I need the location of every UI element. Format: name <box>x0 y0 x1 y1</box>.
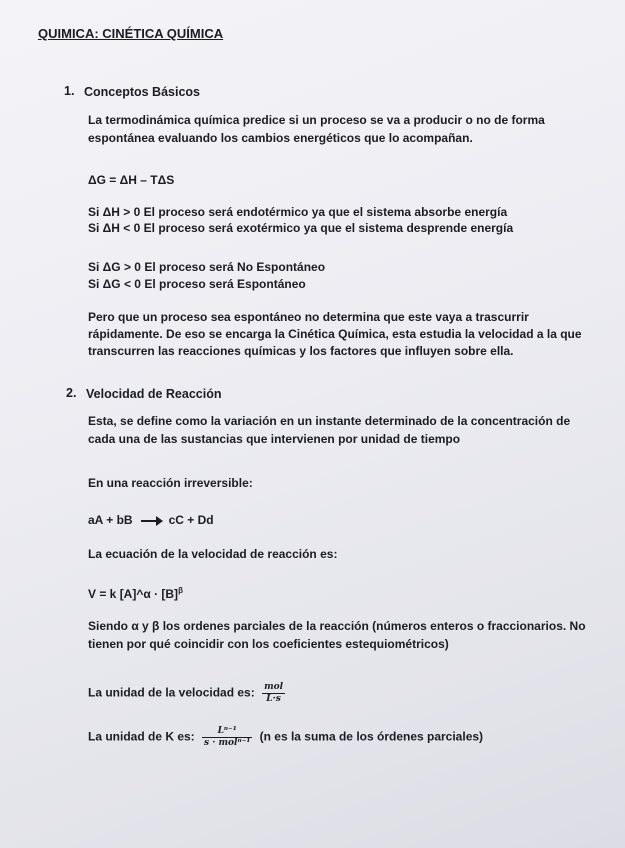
section-1-paragraph-line: espontánea evaluando los cambios energéticos que lo acompañan. <box>88 131 473 145</box>
velocity-unit-label: La unidad de la velocidad es: <box>88 685 255 700</box>
section-2-paragraph-line: cada una de las sustancias que intervienen por unidad de tiempo <box>88 432 461 446</box>
velocity-unit <box>88 682 289 705</box>
k-unit-denominator: s · molⁿ⁻¹ <box>204 738 251 748</box>
reaction-reactants: aA + bB <box>88 513 133 527</box>
k-unit-label: La unidad de K es: <box>88 729 195 744</box>
arrow-right-icon <box>141 516 163 526</box>
k-unit <box>88 726 483 749</box>
section-1-paragraph-line: transcurren las reacciones químicas y los factores que influyen sobre ella. <box>88 344 514 358</box>
partial-orders-line: tienen por qué coincidir con los coeficientes estequiométricos) <box>88 637 449 651</box>
rate-equation-intro: La ecuación de la velocidad de reacción es: <box>88 547 338 561</box>
section-2-paragraph-line: Esta, se define como la variación en un instante determinado de la concentración de <box>88 414 571 428</box>
section-1-number: 1. <box>64 84 75 98</box>
rate-equation-body: V = k [A]^α · [B] <box>88 587 179 601</box>
enthalpy-negative-line: Si ΔH < 0 El proceso será exotérmico ya que el sistema desprende energía <box>88 221 514 235</box>
rate-equation <box>88 586 183 602</box>
k-unit-note: (n es la suma de los órdenes parciales) <box>259 729 484 744</box>
rate-equation-exponent: β <box>178 586 183 595</box>
section-2-heading: Velocidad de Reacción <box>86 387 222 401</box>
k-unit-fraction <box>202 726 252 749</box>
gibbs-negative-line: Si ΔG < 0 El proceso será Espontáneo <box>88 277 306 291</box>
k-unit-numerator: Lⁿ⁻¹ <box>202 726 252 738</box>
gibbs-positive-line: Si ΔG > 0 El proceso será No Espontáneo <box>88 260 326 274</box>
gibbs-formula: ΔG = ΔH – TΔS <box>88 173 175 187</box>
section-1-heading: Conceptos Básicos <box>84 85 201 99</box>
section-1-paragraph-line: Pero que un proceso sea espontáneo no determina que este vaya a trascurrir <box>88 310 529 324</box>
page-title: QUIMICA: CINÉTICA QUÍMICA <box>38 26 224 41</box>
velocity-unit-fraction <box>262 682 285 705</box>
enthalpy-positive-line: Si ΔH > 0 El proceso será endotérmico ya que el sistema absorbe energía <box>88 205 508 219</box>
section-1-paragraph-line: rápidamente. De eso se encarga la Cinética Química, esta estudia la velocidad a la que <box>88 327 582 341</box>
velocity-unit-denominator: L·s <box>266 694 281 704</box>
velocity-unit-numerator: mol <box>264 682 284 692</box>
section-2-number: 2. <box>66 386 77 400</box>
irreversible-label: En una reacción irreversible: <box>88 476 253 490</box>
reaction-products: cC + Dd <box>168 513 214 527</box>
reaction-equation <box>88 512 214 528</box>
section-1-paragraph-line: La termodinámica química predice si un proceso se va a producir o no de forma <box>88 113 545 127</box>
partial-orders-line: Siendo α y β los ordenes parciales de la reacción (números enteros o fraccionarios. No <box>88 619 586 633</box>
